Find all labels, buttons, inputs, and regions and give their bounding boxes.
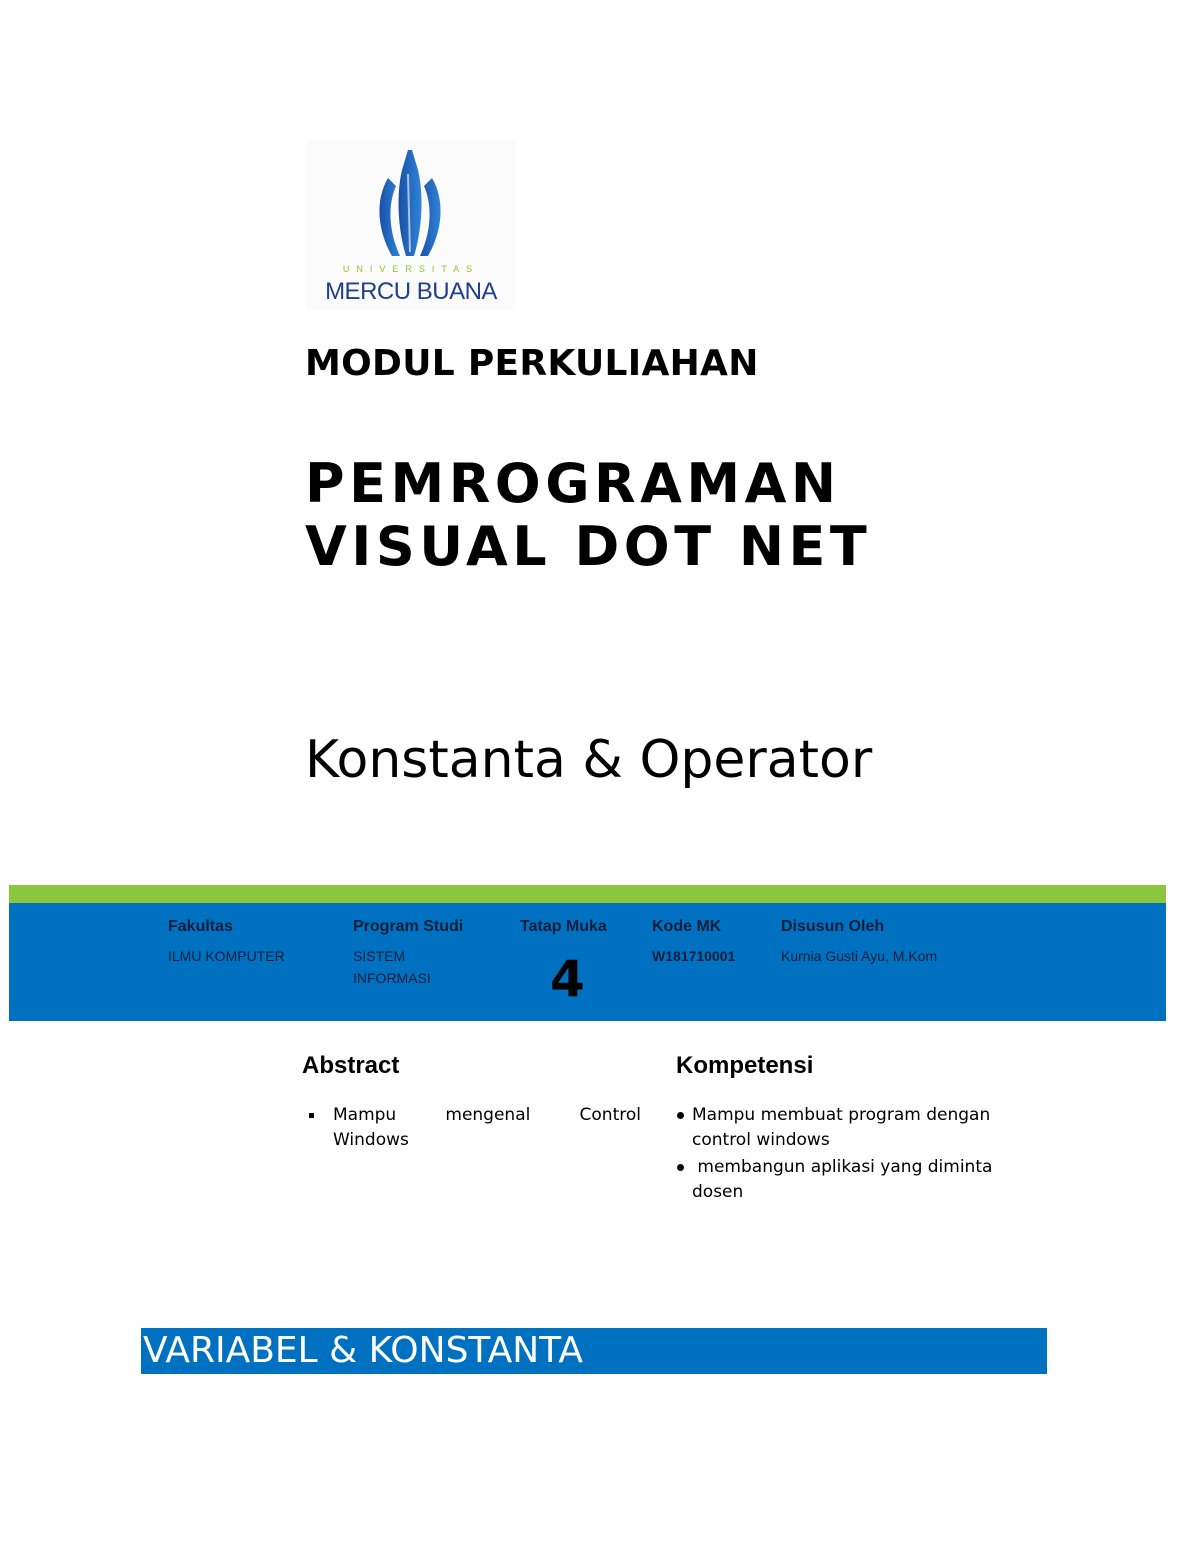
info-kode-mk [652,918,735,967]
kompetensi-heading: Kompetensi [676,1052,814,1079]
green-divider-strip [9,885,1166,903]
disusun-oleh-label: Disusun Oleh [781,918,885,935]
kompetensi-item [674,1103,1034,1153]
program-studi-label: Program Studi [353,918,464,935]
abstract-word: mengenal [445,1105,531,1125]
abstract-list [305,1103,641,1153]
round-bullet-icon [677,1112,684,1119]
abstract-item-line2: Windows [333,1130,409,1150]
topic-title: Konstanta & Operator [305,730,873,790]
fakultas-label: Fakultas [168,918,233,935]
tatap-muka-value: 4 [550,950,585,1008]
kompetensi-item-line2: control windows [692,1130,830,1150]
square-bullet-icon [309,1113,314,1118]
kode-mk-value: W181710001 [652,948,736,964]
kompetensi-item [674,1155,1034,1205]
abstract-item-line1 [333,1103,641,1128]
course-title-line2: VISUAL DOT NET [305,515,872,578]
kompetensi-item-line2: dosen [692,1182,744,1202]
fakultas-value: ILMU KOMPUTER [168,948,285,964]
program-studi-value [353,945,463,989]
info-fakultas [168,918,285,967]
info-program-studi [353,918,463,989]
university-logo [306,140,516,310]
kompetensi-list [674,1103,1034,1207]
university-emblem-icon [374,148,446,260]
section-heading: VARIABEL & KONSTANTA [143,1330,583,1371]
abstract-heading: Abstract [302,1052,400,1079]
abstract-word: Mampu [333,1105,397,1125]
info-tatap-muka [520,918,607,936]
kompetensi-item-line1: Mampu membuat program dengan [692,1105,991,1125]
kompetensi-item-line1: membangun aplikasi yang diminta [692,1157,993,1177]
course-title-line1: PEMROGRAMAN [305,452,841,515]
module-label: MODUL PERKULIAHAN [305,343,759,384]
abstract-item [305,1103,641,1153]
kode-mk-label: Kode MK [652,918,722,935]
info-disusun-oleh [781,918,937,967]
section-heading-banner [141,1328,1047,1374]
tatap-muka-label: Tatap Muka [520,918,607,935]
disusun-oleh-value: Kurnia Gusti Ayu, M.Kom [781,948,938,964]
abstract-word: Control [579,1105,641,1125]
round-bullet-icon [677,1164,684,1171]
program-studi-value-line2: INFORMASI [353,970,431,986]
logo-wordmark: MERCU BUANA [325,278,497,305]
course-title [305,452,871,578]
program-studi-value-line1: SISTEM [353,948,406,964]
logo-subtitle: UNIVERSITAS [342,264,480,274]
